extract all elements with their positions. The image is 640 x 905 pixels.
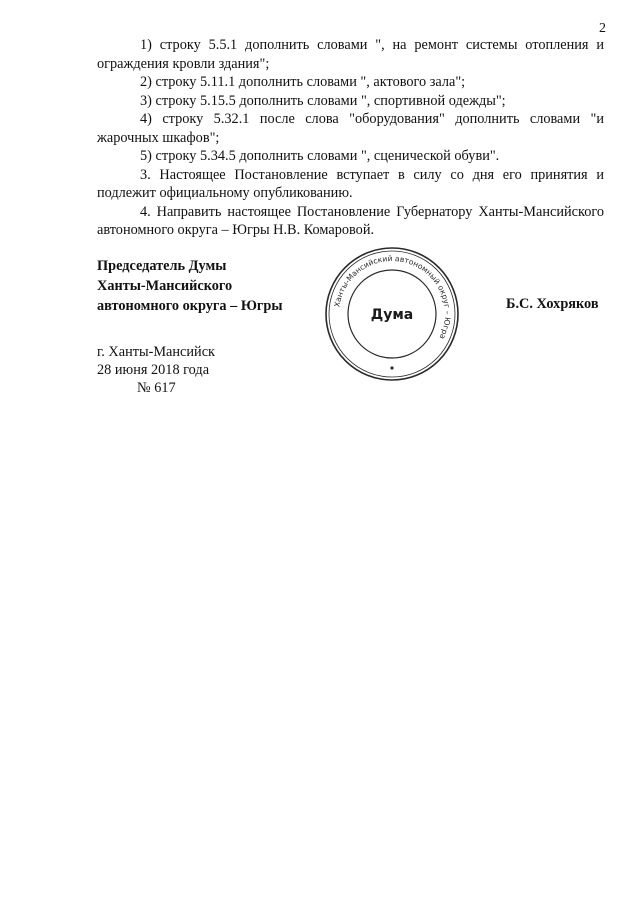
signatory-line-3: автономного округа – Югры bbox=[97, 298, 283, 314]
document-body bbox=[97, 36, 604, 240]
paragraph-6: 3. Настоящее Постановление вступает в силу со дня его принятия и подлежит официальному опубликованию. bbox=[97, 166, 604, 201]
seal-star-dot bbox=[390, 366, 393, 369]
signatory-title bbox=[97, 256, 283, 316]
place: г. Ханты-Мансийск bbox=[97, 344, 215, 360]
seal-center-text: Дума bbox=[370, 307, 414, 323]
signatory-line-1: Председатель Думы bbox=[97, 258, 227, 274]
document-number: № 617 bbox=[137, 380, 176, 396]
signer-name: Б.С. Хохряков bbox=[506, 296, 599, 312]
official-seal bbox=[324, 246, 460, 382]
seal-ring-text-path: Ханты-Мансийский автономный округ – Югра bbox=[332, 253, 453, 341]
signatory-line-2: Ханты-Мансийского bbox=[97, 278, 233, 294]
date: 28 июня 2018 года bbox=[97, 362, 210, 378]
paragraph-1: 1) строку 5.5.1 дополнить словами ", на ремонт системы отопления и ограждения кровли здания"; bbox=[97, 37, 604, 72]
paragraph-5: 5) строку 5.34.5 дополнить словами ", сценической обуви". bbox=[140, 148, 500, 164]
paragraph-2: 2) строку 5.11.1 дополнить словами ", актового зала"; bbox=[140, 74, 466, 90]
place-date-block bbox=[97, 343, 215, 397]
paragraph-4: 4) строку 5.32.1 после слова "оборудования" дополнить словами "и жарочных шкафов"; bbox=[97, 111, 604, 146]
paragraph-7: 4. Направить настоящее Постановление Губернатору Ханты-Мансийского автономного округа – Югры Н.В. Комаровой. bbox=[97, 203, 604, 238]
paragraph-3: 3) строку 5.15.5 дополнить словами ", спортивной одежды"; bbox=[140, 92, 506, 109]
page-number: 2 bbox=[599, 21, 606, 36]
